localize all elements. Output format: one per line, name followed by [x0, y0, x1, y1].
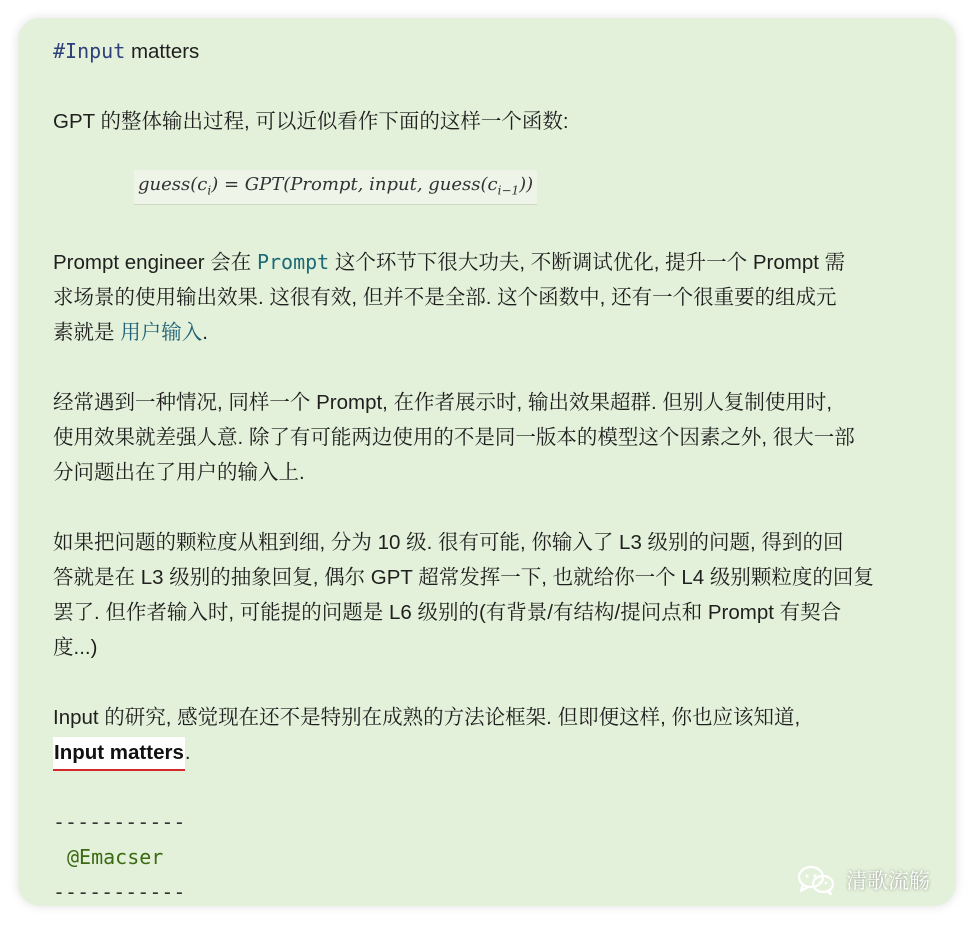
signature-name: @Emacser	[67, 845, 164, 869]
text-span: .	[184, 741, 191, 764]
paragraph-4-line-4: 度...)	[53, 636, 98, 659]
paragraph-3-line-3: 分问题出在了用户的输入上.	[53, 461, 305, 484]
note-card	[18, 18, 956, 906]
heading-text: matters	[125, 40, 200, 63]
paragraph-5-line-2	[53, 735, 191, 771]
formula-block: $guess(c_i)$ = GPT(Prompt, input, $guess(c_{i-1})$)	[134, 170, 537, 205]
watermark	[796, 864, 930, 896]
text-span: .	[202, 321, 208, 344]
formula-equals: =	[218, 174, 245, 195]
paragraph-2-line-1	[53, 245, 845, 280]
watermark-text: 清歌流觞	[846, 870, 930, 893]
formula-rhs-tail: ))	[519, 174, 534, 195]
paragraph-5-line-1: Input 的研究, 感觉现在还不是特别在成熟的方法论框架. 但即便这样, 你也应该知道,	[53, 706, 801, 729]
text-span: Prompt engineer 会在	[53, 251, 257, 274]
formula-rhs-head: GPT(Prompt, input, guess(c	[244, 174, 498, 195]
hashtag-input[interactable]: #Input	[53, 39, 126, 63]
paragraph-3-line-1: 经常遇到一种情况, 同样一个 Prompt, 在作者展示时, 输出效果超群. 但别人复制使用时,	[53, 391, 833, 414]
paragraph-2-line-3	[53, 315, 208, 350]
paragraph-2-line-2: 求场景的使用输出效果. 这很有效, 但并不是全部. 这个函数中, 还有一个很重要的组成元	[53, 286, 837, 309]
paragraph-4-line-2: 答就是在 L3 级别的抽象回复, 偶尔 GPT 超常发挥一下, 也就给你一个 L4 级别颗粒度的回复	[53, 566, 874, 589]
wechat-icon	[796, 864, 836, 896]
signature-rule-top: -----------	[53, 810, 186, 834]
input-matters-emphasis: Input matters	[53, 737, 185, 771]
paragraph-1: GPT 的整体输出过程, 可以近似看作下面的这样一个函数:	[53, 110, 569, 133]
user-input-link[interactable]: 用户输入	[120, 321, 203, 344]
inline-code-prompt: Prompt	[256, 250, 330, 274]
formula-lhs-arg: c	[197, 174, 208, 195]
formula-lhs-sub: i	[207, 183, 212, 198]
text-span: 这个环节下很大功夫, 不断调试优化, 提升一个 Prompt 需	[329, 251, 846, 274]
formula-rhs-sub: i−1	[497, 183, 520, 198]
signature-rule-bottom: -----------	[53, 880, 186, 904]
paragraph-4-line-3: 罢了. 但作者输入时, 可能提的问题是 L6 级别的(有背景/有结构/提问点和 Prompt 有契合	[53, 601, 842, 624]
formula-lhs-name: guess	[138, 174, 191, 195]
heading	[53, 34, 199, 69]
paragraph-3-line-2: 使用效果就差强人意. 除了有可能两边使用的不是同一版本的模型这个因素之外, 很大一部	[53, 426, 855, 449]
paragraph-4-line-1: 如果把问题的颗粒度从粗到细, 分为 10 级. 很有可能, 你输入了 L3 级别的问题, 得到的回	[53, 531, 844, 554]
text-span: 素就是	[53, 321, 121, 344]
